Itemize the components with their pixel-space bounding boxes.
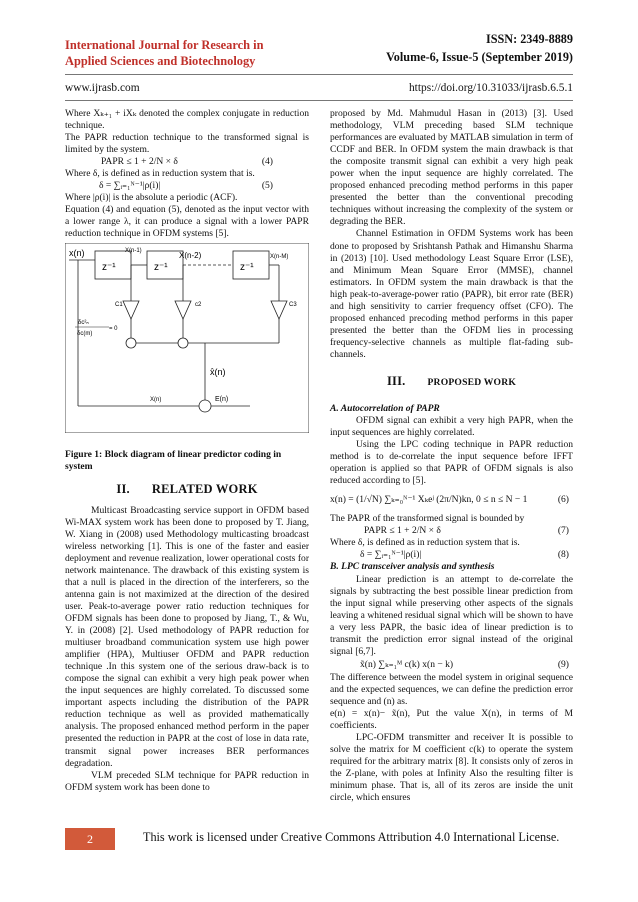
equation-9-number: (9) — [557, 658, 569, 670]
website-link[interactable]: www.ijrasb.com — [65, 82, 140, 94]
equation-7 — [330, 525, 573, 537]
text-paragraph: Linear prediction is an attempt to de-correlate the signals by subtracting the best possible linear prediction from the input signal while preserving other aspects of the signals leaving a whitened residual signal which will be shown to have a very less PAPR, the basic idea of linear prediction is to transmit the prediction error signal instead of the original signal [6,7]. — [330, 573, 573, 657]
figure-1-diagram — [65, 243, 309, 433]
text-paragraph: VLM preceded SLM technique for PAPR reduction in OFDM system work has been done to — [65, 769, 309, 793]
journal-title-line1: International Journal for Research in — [65, 38, 264, 52]
label-en: E(n) — [215, 396, 229, 404]
text-paragraph: Equation (4) and equation (5), denoted as the input vector with a lower range λ, it can produce a signal with a lower PAPR reduction technique in OFDM systems [5]. — [65, 204, 309, 240]
equation-5 — [65, 180, 309, 192]
equation-7-number: (7) — [557, 525, 569, 537]
volume-issue: Volume-6, Issue-5 (September 2019) — [386, 50, 573, 64]
equation-6 — [330, 487, 573, 513]
section-2-heading — [65, 483, 309, 495]
issn: ISSN: 2349-8889 — [485, 32, 573, 46]
text-line: The PAPR of the transformed signal is bounded by — [330, 513, 525, 525]
delay-label-2: z⁻¹ — [154, 262, 168, 274]
text-paragraph: LPC-OFDM transmitter and receiver It is possible to solve the matrix for M coefficient c(k) to operate the system required for the arbitrary matrix [8]. It consists only of zeros in the Z-plane, with poles at Infinity Also the resulting filter is minimum phase. That is, all of its zeros are inside the unit circle, which ensures — [330, 732, 573, 804]
equation-7-body: PAPR ≤ 1 + 2/N × δ — [364, 525, 441, 537]
text-line: Where |ρ(i)| is the absolute a periodic (ACF). — [65, 192, 238, 204]
deriv-den: δc(m) — [77, 331, 93, 338]
text-paragraph: OFDM signal can exhibit a very high PAPR, when the input sequences are highly correlated. — [330, 415, 573, 439]
text-line: The PAPR reduction technique to the transformed signal is limited by the system. — [65, 132, 309, 156]
section-3-heading — [330, 375, 573, 389]
equation-4-body: PAPR ≤ 1 + 2/N × δ — [101, 156, 178, 168]
equation-4 — [65, 156, 309, 168]
equation-4-number: (4) — [261, 156, 273, 168]
coef-label-1: C1 — [115, 302, 123, 309]
journal-title-line2: Applied Sciences and Biotechnology — [65, 54, 256, 68]
section-2-number: II. — [116, 481, 130, 496]
equation-9-body: x̃(n) ∑ₖ₌₁ᴹ c(k) x(n − k) — [360, 658, 454, 670]
page-number: 2 — [65, 828, 115, 850]
text-line: Where δ, is defined as in reduction system that is. — [330, 537, 520, 549]
text-paragraph: Channel Estimation in OFDM Systems work has been done to proposed by Srishtansh Pathak and Himanshu Sharma in (2013) [10]. Used methodology Least Square Error (LSE), and Minimum Mean Square Error (MMSE), channel estimators. In OFDM system the main drawback is that the high peak-to-average-power ratio (PAPR), bit error rate (BER) and high sensitivity to carrier frequency offset (CFO). The proposed enhanced precoding method performs in this paper presented the better than the OFDM lies in processing frequency-selective channels as multiple flat-fading sub-channels. — [330, 228, 573, 360]
equation-8-number: (8) — [557, 549, 569, 561]
text-paragraph: e(n) = x(n)− x̃(n), Put the value X(n), in terms of M coefficients. — [330, 707, 573, 732]
equation-8 — [330, 549, 573, 561]
doi-link[interactable]: https://doi.org/10.31033/ijrasb.6.5.1 — [408, 82, 573, 94]
equation-6-number: (6) — [557, 494, 569, 506]
figure-caption: Figure 1: Block diagram of linear predictor coding in system — [65, 449, 282, 473]
equation-5-body: δ = ∑ᵢ₌₁ᴺ⁻¹|ρ(i)| — [99, 180, 161, 192]
license-text: This work is licensed under Creative Commons Attribution 4.0 International License. — [143, 830, 560, 844]
error-summer — [199, 400, 211, 412]
delay-label-1: z⁻¹ — [102, 262, 116, 274]
text-paragraph: Using the LPC coding technique in PAPR reduction method is to de-correlate the input sequence before IFFT operation is applied so that PAPR of OFDM signals is also reduced according to [5]. — [330, 439, 573, 487]
left-column — [65, 108, 309, 794]
equation-5-number: (5) — [261, 180, 273, 192]
right-column — [330, 108, 573, 804]
header-rule-bottom — [65, 100, 573, 101]
label-xn-bottom: X(n) — [150, 397, 162, 404]
coef-label-2: c2 — [195, 302, 202, 309]
section-3-title: PROPOSED WORK — [427, 376, 517, 388]
equation-8-body: δ = ∑ᵢ₌₁ᴺ⁻¹|ρ(i)| — [360, 549, 422, 561]
label-xnM: X(n-M) — [270, 254, 289, 261]
subsection-a-heading: A. Autocorrelation of PAPR — [330, 403, 440, 415]
text-paragraph: Multicast Broadcasting service support in OFDM based Wi-MAX system work has been done to proposed by T. Jiang, W. Xiang in (2008) used Methodology multicasting broadcast wireless networking [1]. This is one of the faster and easier deployment and revenue realization, lower operational costs for network maintenance. The drawback of this existing system is that a null is placed in the direction of the interferers, so the antenna gain is not maximized at the direction of the desired user. Peak-to-average power ratio reduction techniques for OFDM signals has been done to proposed by Jiang, T., & Wu, Y. in (2008) [2]. Used methodology of PAPR reduction for multiuser broadband communication system use high power amplifier (HPA), Multiuser OFDM and PAPR reduction technique .In this system one of the serious draw-back is to compose the signal can exhibit a very high peak power when the input sequences are highly correlated. To discussed some important aspects including the distribution of the PAPR reduction technique as well as provided mathematically analysis. The proposed enhanced method perform in the paper presented the reduction in PAPR at the cost of lose in data rate, transmit signal power increases BER performances degradation. — [65, 504, 309, 769]
section-2-title: RELATED WORK — [151, 481, 258, 496]
text-paragraph: The difference between the model system in original sequence and the expected sequences, we can define the prediction error sequence and (n) as. — [330, 671, 573, 707]
label-xn: x(n) — [69, 248, 85, 259]
text-line: Where δ, is defined as in reduction system that is. — [65, 168, 255, 180]
deriv-num: δc²ₙ — [78, 320, 89, 327]
text-paragraph: proposed by Md. Mahmudul Hasan in (2013) [3]. Used methodology, VLM preceding based SLM technique performances are evaluated by MATLAB simulation in term of CCDF and BER. In OFDM system the main drawback is that the composite transmit signal can exhibit a very high peak power when the input sequence are highly correlated. The proposed enhanced precoding method performs in this paper presented the better than the conventional precoding techniques without increasing the complexity of the system or degrading the BER. — [330, 108, 573, 228]
label-xhat: x̂(n) — [210, 367, 226, 378]
footer — [65, 828, 573, 850]
equation-6-body: x(n) = (1/√N) ∑ₖ₌₀ᴺ⁻¹ Xₖeʲ (2π/N)kn, 0 ≤ n ≤ N − 1 — [330, 494, 528, 506]
coef-label-3: C3 — [289, 302, 297, 309]
deriv-eq: = 0 — [109, 326, 118, 333]
section-3-number: III. — [386, 373, 406, 388]
label-xn2: X(n-2) — [179, 251, 202, 261]
delay-label-3: z⁻¹ — [240, 262, 254, 274]
subsection-b-heading: B. LPC transceiver analysis and synthesis — [330, 561, 495, 573]
equation-9 — [330, 658, 573, 672]
label-xn1: X(n-1) — [125, 248, 142, 255]
header-rule-top — [65, 74, 573, 75]
text-line: Where Xₖ₊₁ + iXₖ denoted the complex conjugate in reduction technique. — [65, 108, 309, 132]
